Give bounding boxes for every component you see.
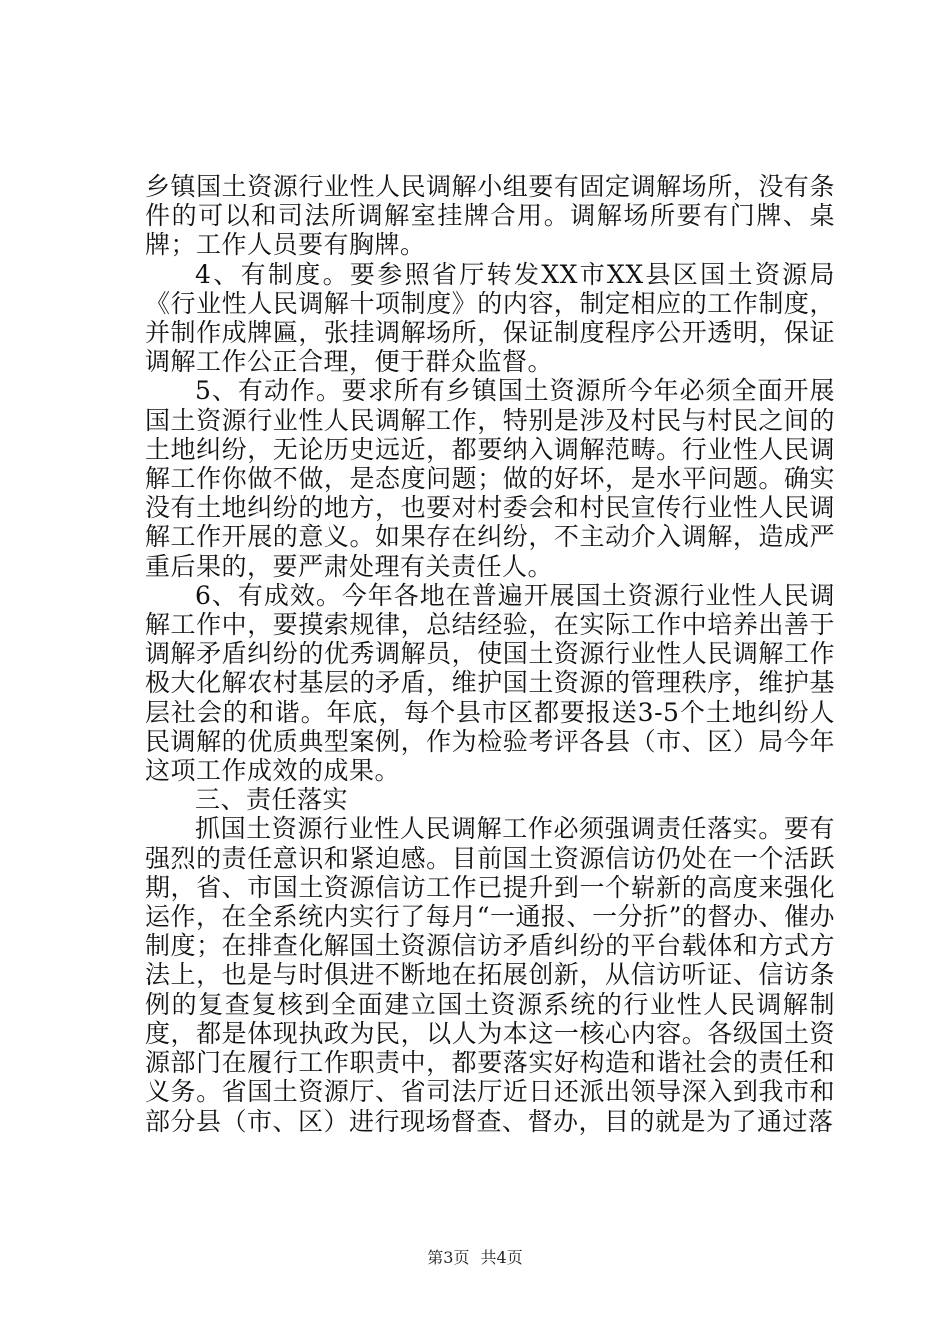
page-number: 第3页: [427, 1248, 470, 1267]
paragraph-3: 5、有动作。要求所有乡镇国土资源所今年必须全面开展国土资源行业性人民调解工作，特别是涉及村民与村民之间的土地纠纷，无论历史远近，都要纳入调解范畴。行业性人民调解工作你做不做，是态度问题；做的好坏，是水平问题。确实没有土地纠纷的地方，也要对村委会和村民宣传行业性人民调解工作开展的意义。如果存在纠纷，不主动介入调解，造成严重后果的，要严肃处理有关责任人。: [145, 376, 835, 581]
paragraph-1: 乡镇国土资源行业性人民调解小组要有固定调解场所，没有条件的可以和司法所调解室挂牌合用。调解场所要有门牌、桌牌；工作人员要有胸牌。: [145, 172, 835, 260]
page-footer: [0, 1245, 950, 1268]
document-body: [145, 172, 835, 1136]
paragraph-4: 6、有成效。今年各地在普遍开展国土资源行业性人民调解工作中，要摸索规律，总结经验，在实际工作中培养出善于调解矛盾纠纷的优秀调解员，使国土资源行业性人民调解工作极大化解农村基层的矛盾，维护国土资源的管理秩序，维护基层社会的和谐。年底，每个县市区都要报送3-5个土地纠纷人民调解的优质典型案例，作为检验考评各县（市、区）局今年这项工作成效的成果。: [145, 580, 835, 786]
paragraph-2: 4、有制度。要参照省厅转发XX市XX县区国土资源局《行业性人民调解十项制度》的内容，制定相应的工作制度，并制作成牌匾，张挂调解场所，保证制度程序公开透明，保证调解工作公正合理，便于群众监督。: [145, 259, 835, 377]
paragraph-5: 抓国土资源行业性人民调解工作必须强调责任落实。要有强烈的责任意识和紧迫感。目前国土资源信访仍处在一个活跃期，省、市国土资源信访工作已提升到一个崭新的高度来强化运作，在全系统内实行了每月“一通报、一分折”的督办、催办制度；在排查化解国土资源信访矛盾纠纷的平台载体和方式方法上，也是与时俱进不断地在拓展创新，从信访听证、信访条例的复查复核到全面建立国土资源系统的行业性人民调解制度，都是体现执政为民，以人为本这一核心内容。各级国土资源部门在履行工作职责中，都要落实好构造和谐社会的责任和义务。省国土资源厅、省司法厅近日还派出领导深入到我市和部分县（市、区）进行现场督查、督办，目的就是为了通过落: [145, 814, 835, 1136]
page-total: 共4页: [480, 1248, 523, 1267]
section-heading: 三、责任落实: [195, 785, 349, 815]
